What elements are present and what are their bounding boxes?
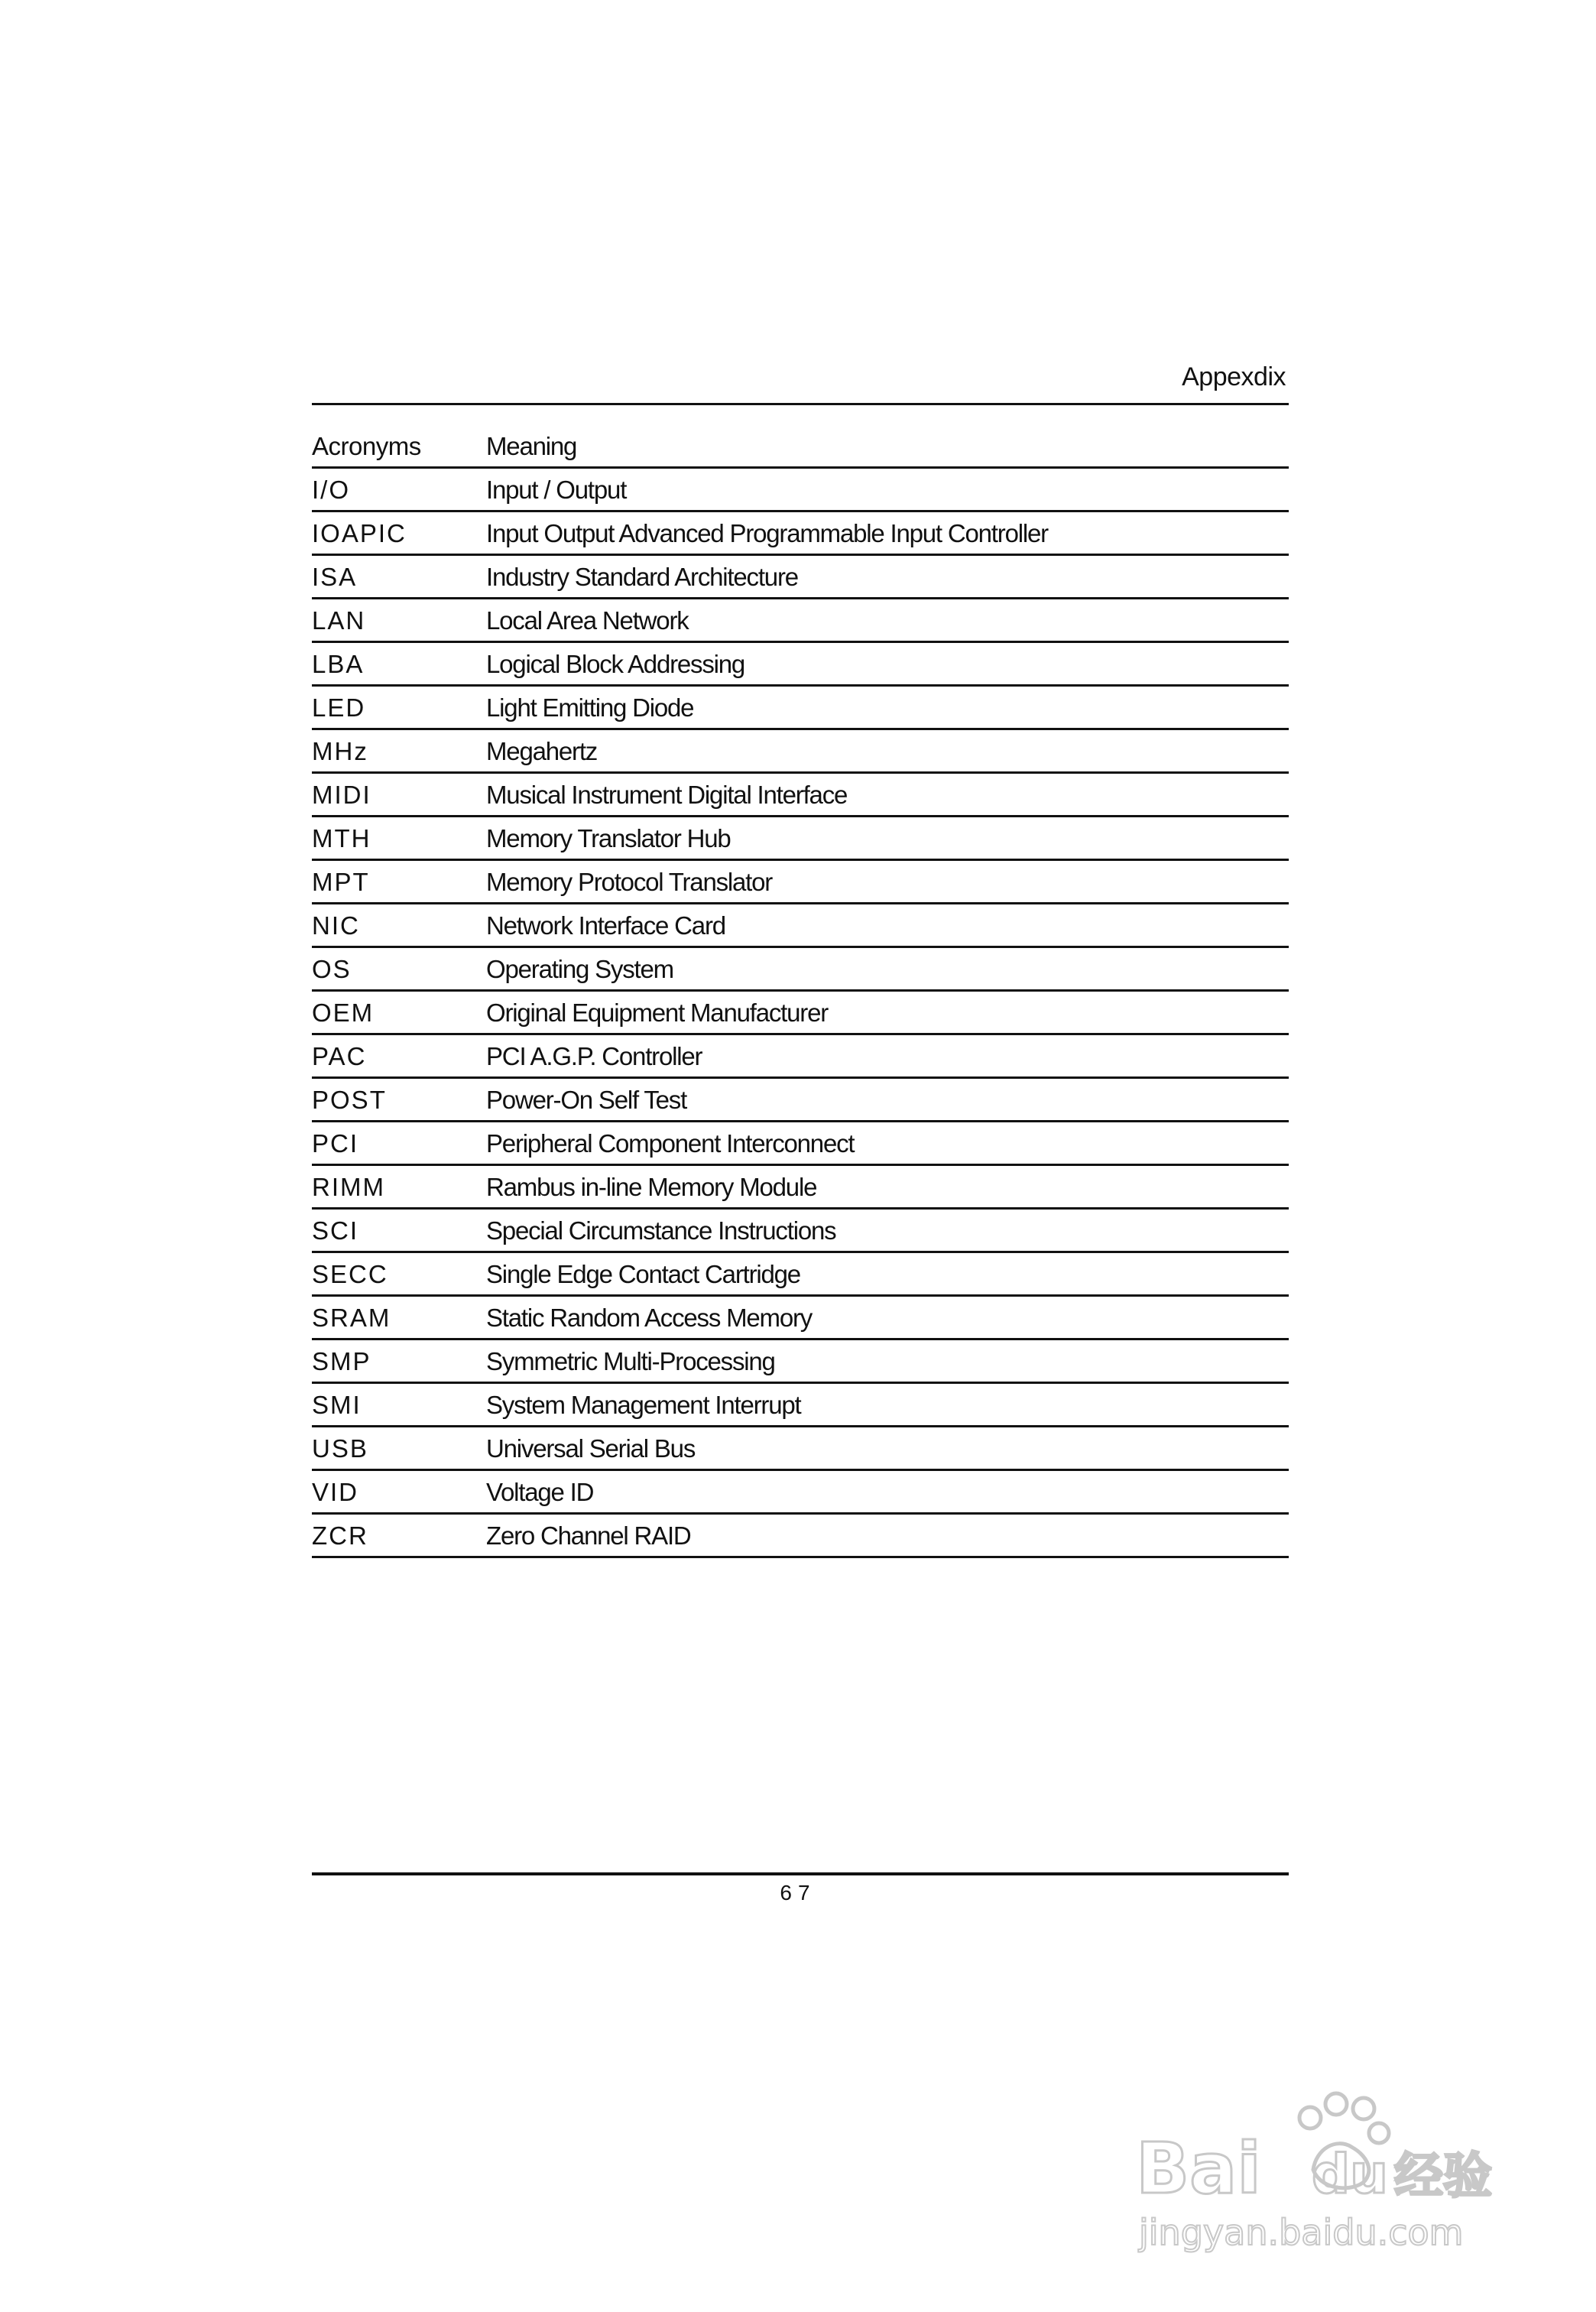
meaning-cell: Universal Serial Bus xyxy=(486,1427,1289,1470)
svg-text:经验: 经验 xyxy=(1394,2148,1492,2205)
table-row xyxy=(312,1383,1289,1427)
table-row xyxy=(312,947,1289,991)
acronym-cell: SECC xyxy=(312,1252,486,1296)
table-row xyxy=(312,511,1289,555)
table-row xyxy=(312,817,1289,860)
footer-rule xyxy=(312,1872,1289,1875)
meaning-cell: Symmetric Multi-Processing xyxy=(486,1339,1289,1383)
table-row xyxy=(312,1122,1289,1165)
meaning-cell: Industry Standard Architecture xyxy=(486,555,1289,599)
meaning-cell: Network Interface Card xyxy=(486,904,1289,947)
table-row xyxy=(312,773,1289,817)
acronym-cell: PCI xyxy=(312,1122,486,1165)
svg-text:Bai: Bai xyxy=(1136,2128,1261,2210)
svg-text:du: du xyxy=(1312,2143,1388,2206)
table-row xyxy=(312,904,1289,947)
table-row xyxy=(312,1339,1289,1383)
acronym-cell: IOAPIC xyxy=(312,511,486,555)
acronym-cell: SCI xyxy=(312,1209,486,1252)
column-header-acronyms: Acronyms xyxy=(312,425,486,468)
acronym-cell: OEM xyxy=(312,991,486,1034)
acronym-cell: NIC xyxy=(312,904,486,947)
acronym-cell: MPT xyxy=(312,860,486,904)
acronym-cell: RIMM xyxy=(312,1165,486,1209)
table-row xyxy=(312,1034,1289,1078)
meaning-cell: Light Emitting Diode xyxy=(486,686,1289,729)
meaning-cell: Memory Translator Hub xyxy=(486,817,1289,860)
acronym-cell: PAC xyxy=(312,1034,486,1078)
table-row xyxy=(312,991,1289,1034)
acronym-cell: LED xyxy=(312,686,486,729)
acronym-cell: MHz xyxy=(312,729,486,773)
acronym-cell: SMP xyxy=(312,1339,486,1383)
table-row xyxy=(312,468,1289,511)
page-number: 67 xyxy=(780,1881,816,1904)
table-row xyxy=(312,1252,1289,1296)
meaning-cell: Voltage ID xyxy=(486,1470,1289,1514)
acronym-cell: USB xyxy=(312,1427,486,1470)
table-header-row xyxy=(312,425,1289,468)
acronym-cell: I/O xyxy=(312,468,486,511)
acronym-cell: VID xyxy=(312,1470,486,1514)
column-header-meaning: Meaning xyxy=(486,425,1289,468)
meaning-cell: Original Equipment Manufacturer xyxy=(486,991,1289,1034)
acronym-cell: OS xyxy=(312,947,486,991)
meaning-cell: Memory Protocol Translator xyxy=(486,860,1289,904)
table-row xyxy=(312,860,1289,904)
meaning-cell: Input / Output xyxy=(486,468,1289,511)
table-row xyxy=(312,1427,1289,1470)
meaning-cell: Logical Block Addressing xyxy=(486,642,1289,686)
meaning-cell: PCI A.G.P. Controller xyxy=(486,1034,1289,1078)
acronym-cell: MTH xyxy=(312,817,486,860)
meaning-cell: Special Circumstance Instructions xyxy=(486,1209,1289,1252)
table-row xyxy=(312,599,1289,642)
meaning-cell: Musical Instrument Digital Interface xyxy=(486,773,1289,817)
table-row xyxy=(312,1296,1289,1339)
baidu-jingyan-watermark xyxy=(1136,2078,1503,2262)
acronym-cell: MIDI xyxy=(312,773,486,817)
meaning-cell: Local Area Network xyxy=(486,599,1289,642)
section-label: Appexdix xyxy=(1182,362,1286,391)
meaning-cell: Rambus in-line Memory Module xyxy=(486,1165,1289,1209)
table-row xyxy=(312,686,1289,729)
acronym-cell: ZCR xyxy=(312,1514,486,1557)
acronym-cell: LAN xyxy=(312,599,486,642)
table-row xyxy=(312,729,1289,773)
acronym-cell: ISA xyxy=(312,555,486,599)
meaning-cell: Peripheral Component Interconnect xyxy=(486,1122,1289,1165)
acronym-table xyxy=(312,425,1289,1558)
meaning-cell: Zero Channel RAID xyxy=(486,1514,1289,1557)
acronym-cell: SRAM xyxy=(312,1296,486,1339)
meaning-cell: Input Output Advanced Programmable Input Controller xyxy=(486,511,1289,555)
acronym-cell: POST xyxy=(312,1078,486,1122)
meaning-cell: Megahertz xyxy=(486,729,1289,773)
meaning-cell: Single Edge Contact Cartridge xyxy=(486,1252,1289,1296)
table-body xyxy=(312,468,1289,1557)
meaning-cell: Power-On Self Test xyxy=(486,1078,1289,1122)
table-row xyxy=(312,1470,1289,1514)
table-row xyxy=(312,555,1289,599)
table-row xyxy=(312,642,1289,686)
table-row xyxy=(312,1209,1289,1252)
svg-text:jingyan.baidu.com: jingyan.baidu.com xyxy=(1139,2212,1464,2253)
meaning-cell: System Management Interrupt xyxy=(486,1383,1289,1427)
table-row xyxy=(312,1514,1289,1557)
acronym-cell: SMI xyxy=(312,1383,486,1427)
table-row xyxy=(312,1078,1289,1122)
header-rule xyxy=(312,403,1289,405)
acronym-cell: LBA xyxy=(312,642,486,686)
meaning-cell: Operating System xyxy=(486,947,1289,991)
meaning-cell: Static Random Access Memory xyxy=(486,1296,1289,1339)
table-row xyxy=(312,1165,1289,1209)
